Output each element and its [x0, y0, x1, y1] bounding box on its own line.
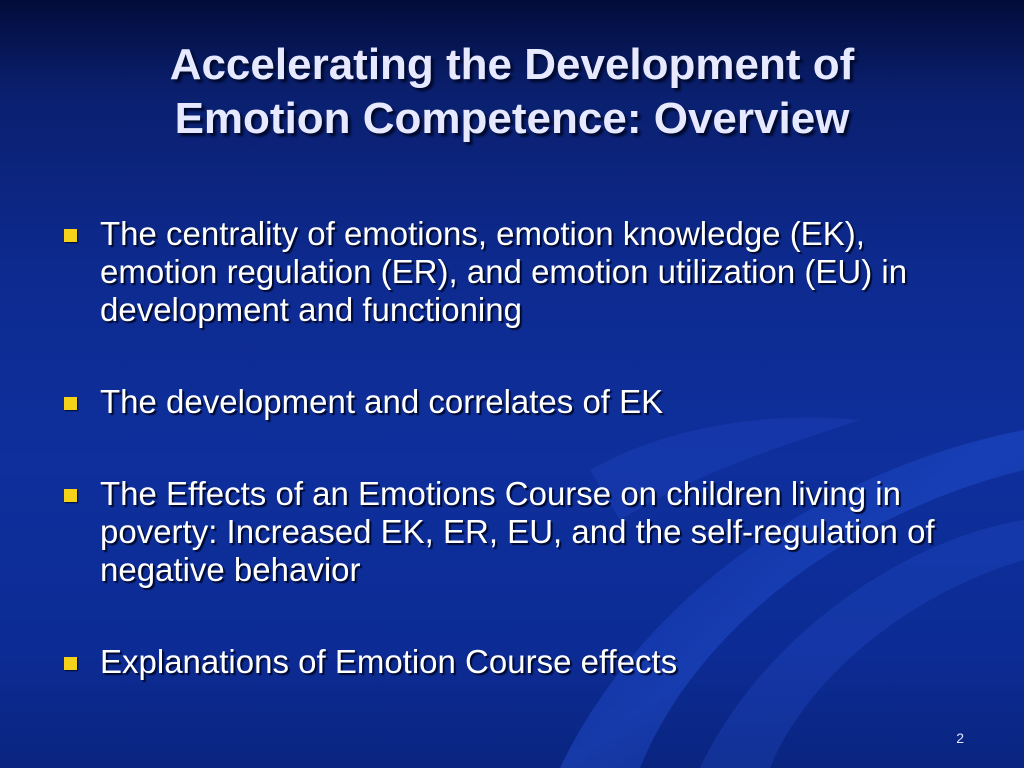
square-bullet-icon [64, 397, 77, 410]
bullet-text: The centrality of emotions, emotion knowledge (EK), emotion regulation (ER), and emotion utilization (EU) in development and functioning [100, 215, 908, 328]
square-bullet-icon [64, 229, 77, 242]
bullet-text: Explanations of Emotion Course effects [100, 643, 678, 680]
bullet-list [62, 215, 962, 681]
bullet-item [62, 475, 962, 589]
bullet-text: The Effects of an Emotions Course on children living in poverty: Increased EK, ER, EU, and the self-regulation of negative behavior [100, 475, 935, 588]
bullet-text: The development and correlates of EK [100, 383, 664, 420]
title-line-1: Accelerating the Development of [169, 40, 855, 89]
bullet-item [62, 383, 962, 421]
page-number: 2 [956, 730, 964, 746]
slide-title [40, 38, 984, 146]
square-bullet-icon [64, 489, 77, 502]
bullet-item [62, 215, 962, 329]
square-bullet-icon [64, 657, 77, 670]
title-line-2: Emotion Competence: Overview [174, 94, 850, 143]
bullet-item [62, 643, 962, 681]
